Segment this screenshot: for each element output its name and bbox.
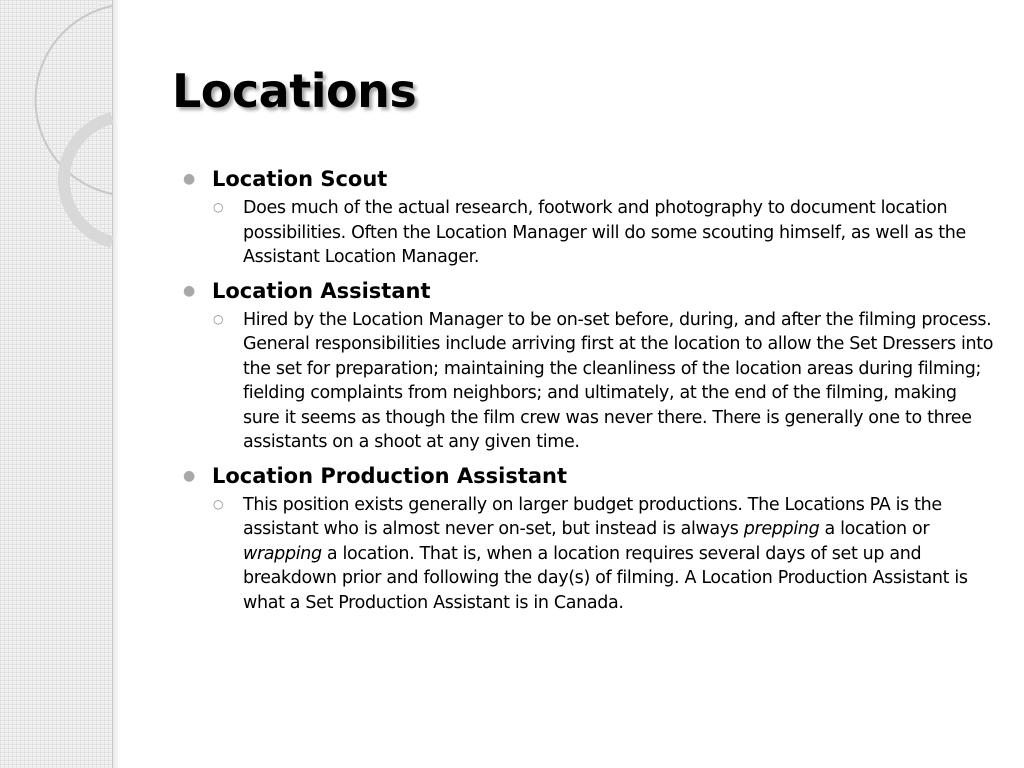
bullet-dot-icon: ● (183, 467, 196, 484)
bullet-ring-icon: ○ (213, 496, 224, 511)
body-lpa-part-5: a location. That is, when a location requires several days of set up and breakdown prior and following the day(s) of filming. A Location Production Assistant is what a Set Production Assistant is in Canada. (243, 543, 968, 613)
decor-ring-outer (35, 6, 112, 194)
body-lpa-prepping: prepping (743, 519, 820, 539)
body-location-scout: Does much of the actual research, footwork and photography to document location possibilities. Often the Location Manager will do some scouting himself, as well as the Assistant Location Manager. (243, 198, 966, 267)
heading-location-scout: Location Scout (212, 167, 388, 191)
body-lpa-part-3: a location or (819, 519, 930, 539)
slide-title: Locations (172, 64, 417, 118)
bullet-dot-icon: ● (183, 171, 196, 187)
slide-content (183, 165, 998, 622)
body-location-assistant: Hired by the Location Manager to be on-set before, during, and after the filming process. General responsibilities include arriving first at the location to allow the Set Dressers into the set for preparation; maintaining the cleanliness of the location areas during filming; fielding complaints from neighbors; and ultimately, at the end of the filming, making sure it seems as though the film crew was never there. There is generally one to three assistants on a shoot at any given time. (243, 309, 994, 452)
sub-bullet-location-scout (183, 196, 998, 270)
sub-bullet-location-assistant (183, 308, 998, 455)
bullet-location-production-assistant (183, 462, 998, 490)
decor-ring-inner (64, 118, 112, 242)
bullet-ring-icon: ○ (213, 200, 224, 214)
bullet-ring-icon: ○ (213, 311, 224, 326)
bullet-location-assistant (183, 277, 998, 305)
body-lpa-part-1: This position exists generally on larger budget productions. The Locations PA is the assistant who is almost never on-set, but instead is always (243, 494, 942, 539)
bullet-dot-icon: ● (183, 282, 196, 299)
heading-location-assistant: Location Assistant (212, 278, 431, 303)
body-lpa-wrapping: wrapping (243, 543, 322, 564)
sub-bullet-location-production-assistant (183, 493, 998, 616)
heading-location-production-assistant: Location Production Assistant (212, 463, 568, 488)
bullet-location-scout (183, 165, 998, 193)
decorative-rings (0, 0, 130, 260)
